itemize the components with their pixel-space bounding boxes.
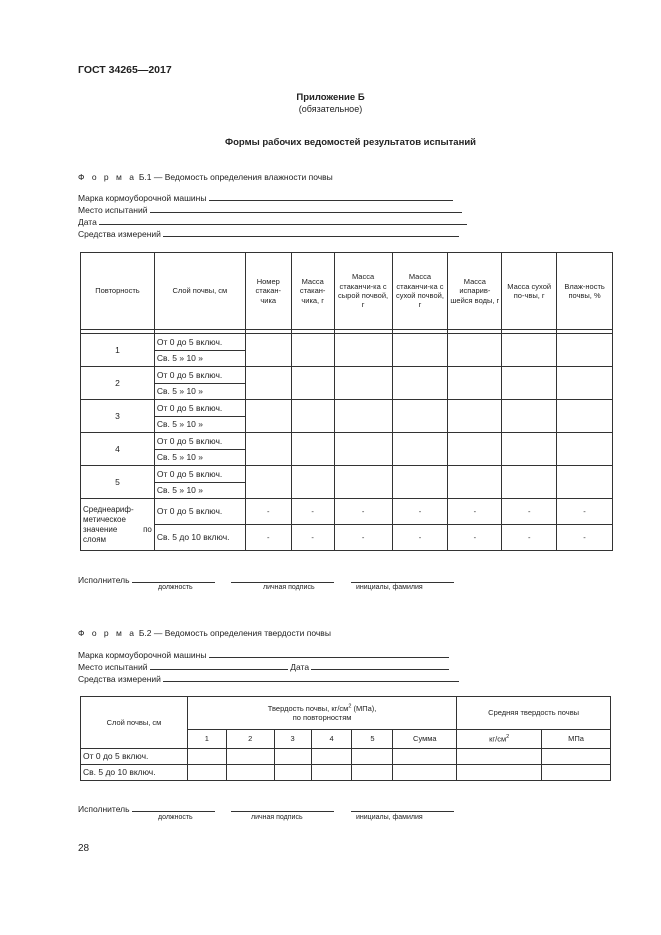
- form2-caption: [78, 628, 331, 638]
- fill-line[interactable]: [163, 672, 459, 682]
- col-header-average: Средняя твердость почвы: [457, 697, 611, 730]
- value-cell[interactable]: [352, 765, 393, 781]
- dash-cell: -: [334, 499, 392, 525]
- value-cell[interactable]: [352, 749, 393, 765]
- layer-cell: Св. 5 » 10 »: [154, 351, 245, 367]
- form1-caption: [78, 172, 333, 182]
- mean-row: [81, 499, 613, 525]
- caption-name: инициалы, фамилия: [356, 814, 423, 821]
- subcol-3: 3: [274, 730, 311, 749]
- col-header: Масса сухой по-чвы, г: [502, 253, 557, 330]
- dash-cell: -: [392, 499, 448, 525]
- col-header: Влаж-ность почвы, %: [557, 253, 613, 330]
- value-cell[interactable]: [274, 749, 311, 765]
- dash-cell: -: [392, 525, 448, 551]
- dash-cell: -: [557, 499, 613, 525]
- fill-line[interactable]: [132, 802, 215, 812]
- value-cell[interactable]: [245, 334, 291, 367]
- dash-cell: -: [291, 525, 334, 551]
- value-cell[interactable]: [557, 400, 613, 433]
- value-cell[interactable]: [448, 400, 502, 433]
- fill-line[interactable]: [231, 573, 334, 583]
- subcol-kg: $кг/см^2$: [457, 730, 542, 749]
- layer-cell: Св. 5 до 10 включ.: [154, 525, 245, 551]
- value-cell[interactable]: [457, 765, 542, 781]
- value-cell[interactable]: [245, 433, 291, 466]
- value-cell[interactable]: [291, 466, 334, 499]
- subcol-5: 5: [352, 730, 393, 749]
- col-header: Повторность: [81, 253, 155, 330]
- form2-field-machine: [78, 648, 449, 660]
- caption-signature: личная подпись: [263, 584, 315, 591]
- col-header: Масса испарив-шейся воды, г: [448, 253, 502, 330]
- dash-cell: -: [245, 525, 291, 551]
- value-cell[interactable]: [245, 466, 291, 499]
- table-row: [81, 367, 613, 384]
- form1-field-date: [78, 215, 467, 227]
- subcol-1: 1: [187, 730, 226, 749]
- field-label: Средства измерений: [78, 674, 161, 684]
- value-cell[interactable]: [448, 433, 502, 466]
- table-row: [81, 466, 613, 483]
- value-cell[interactable]: [392, 334, 448, 367]
- value-cell[interactable]: [557, 334, 613, 367]
- fill-line[interactable]: [231, 802, 334, 812]
- value-cell[interactable]: [448, 466, 502, 499]
- layer-cell: От 0 до 5 включ.: [154, 499, 245, 525]
- field-label: Средства измерений: [78, 229, 161, 239]
- mean-label: Среднеариф-метическое значение по слоям: [81, 499, 155, 551]
- section-title: Формы рабочих ведомостей результатов испытаний: [225, 137, 476, 148]
- value-cell[interactable]: [311, 765, 352, 781]
- col-header-layer: Слой почвы, см: [81, 697, 188, 749]
- dash-cell: -: [502, 525, 557, 551]
- field-label: Место испытаний: [78, 205, 148, 215]
- form2-field-place-date: [78, 660, 449, 672]
- value-cell[interactable]: [542, 765, 611, 781]
- value-cell[interactable]: [502, 367, 557, 400]
- subcol-mpa: МПа: [542, 730, 611, 749]
- layer-cell: Св. 5 » 10 »: [154, 384, 245, 400]
- value-cell[interactable]: [226, 765, 274, 781]
- form2-field-instruments: [78, 672, 459, 684]
- caption-signature: личная подпись: [251, 814, 303, 821]
- field-label: Марка кормоуборочной машины: [78, 193, 207, 203]
- layer-cell: От 0 до 5 включ.: [154, 400, 245, 417]
- subcol-4: 4: [311, 730, 352, 749]
- field-label: Дата: [78, 217, 97, 227]
- form1-number: Б.1: [138, 172, 152, 182]
- fill-line[interactable]: [351, 573, 454, 583]
- value-cell[interactable]: [502, 400, 557, 433]
- fill-line[interactable]: [150, 660, 288, 670]
- table-row: [81, 334, 613, 351]
- table-row: [81, 433, 613, 450]
- value-cell[interactable]: [274, 765, 311, 781]
- layer-cell: От 0 до 5 включ.: [154, 334, 245, 351]
- value-cell[interactable]: [557, 466, 613, 499]
- col-header: Слой почвы, см: [154, 253, 245, 330]
- dash-cell: -: [557, 525, 613, 551]
- fill-line[interactable]: [209, 648, 449, 658]
- layer-cell: Св. 5 » 10 »: [154, 483, 245, 499]
- value-cell[interactable]: [392, 400, 448, 433]
- table-row: [81, 400, 613, 417]
- form1-field-place: [78, 203, 462, 215]
- layer-cell: От 0 до 5 включ.: [154, 433, 245, 450]
- dash-cell: -: [448, 525, 502, 551]
- hardness-table: [80, 696, 611, 781]
- fill-line[interactable]: [351, 802, 454, 812]
- form1-field-instruments: [78, 227, 459, 239]
- fill-line[interactable]: [311, 660, 449, 670]
- value-cell[interactable]: [245, 400, 291, 433]
- caption-position: должность: [158, 814, 193, 821]
- repetition-number: 4: [81, 433, 155, 466]
- form1-label: Ф о р м а: [78, 172, 137, 182]
- moisture-table: [80, 252, 613, 551]
- value-cell[interactable]: [448, 334, 502, 367]
- col-header: Масса стаканчи-ка с сырой почвой, г: [334, 253, 392, 330]
- table-header-row: [81, 253, 613, 330]
- col-header: Масса стакан-чика, г: [291, 253, 334, 330]
- hardness-header-line2: по повторностям: [292, 713, 352, 723]
- layer-cell: Св. 5 до 10 включ.: [81, 765, 188, 781]
- value-cell[interactable]: [334, 400, 392, 433]
- dash-cell: -: [448, 499, 502, 525]
- value-cell[interactable]: [502, 334, 557, 367]
- form2-label: Ф о р м а: [78, 628, 137, 638]
- value-cell[interactable]: [457, 749, 542, 765]
- value-cell[interactable]: [393, 749, 457, 765]
- fill-line[interactable]: [132, 573, 215, 583]
- col-header-hardness: [187, 697, 456, 730]
- layer-cell: От 0 до 5 включ.: [81, 749, 188, 765]
- layer-cell: Св. 5 » 10 »: [154, 417, 245, 433]
- form1-field-machine: [78, 191, 453, 203]
- form2-title: — Ведомость определения твердости почвы: [153, 628, 331, 638]
- dash-cell: -: [502, 499, 557, 525]
- repetition-number: 3: [81, 400, 155, 433]
- value-cell[interactable]: [245, 367, 291, 400]
- value-cell[interactable]: [502, 433, 557, 466]
- value-cell[interactable]: [291, 367, 334, 400]
- form1-title: — Ведомость определения влажности почвы: [153, 172, 333, 182]
- table-header-row: [81, 697, 611, 730]
- subcol-2: 2: [226, 730, 274, 749]
- signature2: [78, 802, 454, 814]
- appendix-title: Приложение Б: [296, 92, 365, 103]
- layer-cell: Св. 5 » 10 »: [154, 450, 245, 466]
- subcol-sum: Сумма: [393, 730, 457, 749]
- appendix-note: (обязательное): [298, 104, 363, 114]
- repetition-number: 1: [81, 334, 155, 367]
- value-cell[interactable]: [291, 400, 334, 433]
- value-cell[interactable]: [557, 367, 613, 400]
- layer-cell: От 0 до 5 включ.: [154, 367, 245, 384]
- form2-number: Б.2: [138, 628, 152, 638]
- fill-line[interactable]: [163, 227, 459, 237]
- value-cell[interactable]: [226, 749, 274, 765]
- table-row: [81, 749, 611, 765]
- fill-line[interactable]: [99, 215, 467, 225]
- value-cell[interactable]: [334, 367, 392, 400]
- dash-cell: -: [245, 499, 291, 525]
- field-label: Марка кормоуборочной машины: [78, 650, 207, 660]
- field-label: Дата: [290, 662, 310, 672]
- value-cell[interactable]: [334, 433, 392, 466]
- hardness-header-line1: Твердость почвы, $кг/см^2$ (МПа),: [267, 703, 377, 713]
- caption-position: должность: [158, 584, 193, 591]
- value-cell[interactable]: [291, 334, 334, 367]
- value-cell[interactable]: [392, 367, 448, 400]
- value-cell[interactable]: [393, 765, 457, 781]
- col-header: Масса стаканчи-ка с сухой почвой, г: [392, 253, 448, 330]
- signature-label: Исполнитель: [78, 804, 130, 814]
- repetition-number: 2: [81, 367, 155, 400]
- fill-line[interactable]: [209, 191, 453, 201]
- field-label: Место испытаний: [78, 662, 148, 672]
- value-cell[interactable]: [448, 367, 502, 400]
- value-cell[interactable]: [187, 749, 226, 765]
- caption-name: инициалы, фамилия: [356, 584, 423, 591]
- value-cell[interactable]: [392, 433, 448, 466]
- value-cell[interactable]: [557, 433, 613, 466]
- value-cell[interactable]: [542, 749, 611, 765]
- page-number: 28: [78, 843, 90, 854]
- layer-cell: От 0 до 5 включ.: [154, 466, 245, 483]
- value-cell[interactable]: [311, 749, 352, 765]
- table-row: [81, 765, 611, 781]
- mean-row: [81, 525, 613, 551]
- value-cell[interactable]: [291, 433, 334, 466]
- dash-cell: -: [334, 525, 392, 551]
- value-cell[interactable]: [334, 334, 392, 367]
- signature-label: Исполнитель: [78, 575, 130, 585]
- repetition-number: 5: [81, 466, 155, 499]
- value-cell[interactable]: [502, 466, 557, 499]
- value-cell[interactable]: [187, 765, 226, 781]
- dash-cell: -: [291, 499, 334, 525]
- standard-header: ГОСТ 34265—2017: [78, 64, 172, 76]
- value-cell[interactable]: [392, 466, 448, 499]
- fill-line[interactable]: [150, 203, 462, 213]
- value-cell[interactable]: [334, 466, 392, 499]
- col-header: Номер стакан-чика: [245, 253, 291, 330]
